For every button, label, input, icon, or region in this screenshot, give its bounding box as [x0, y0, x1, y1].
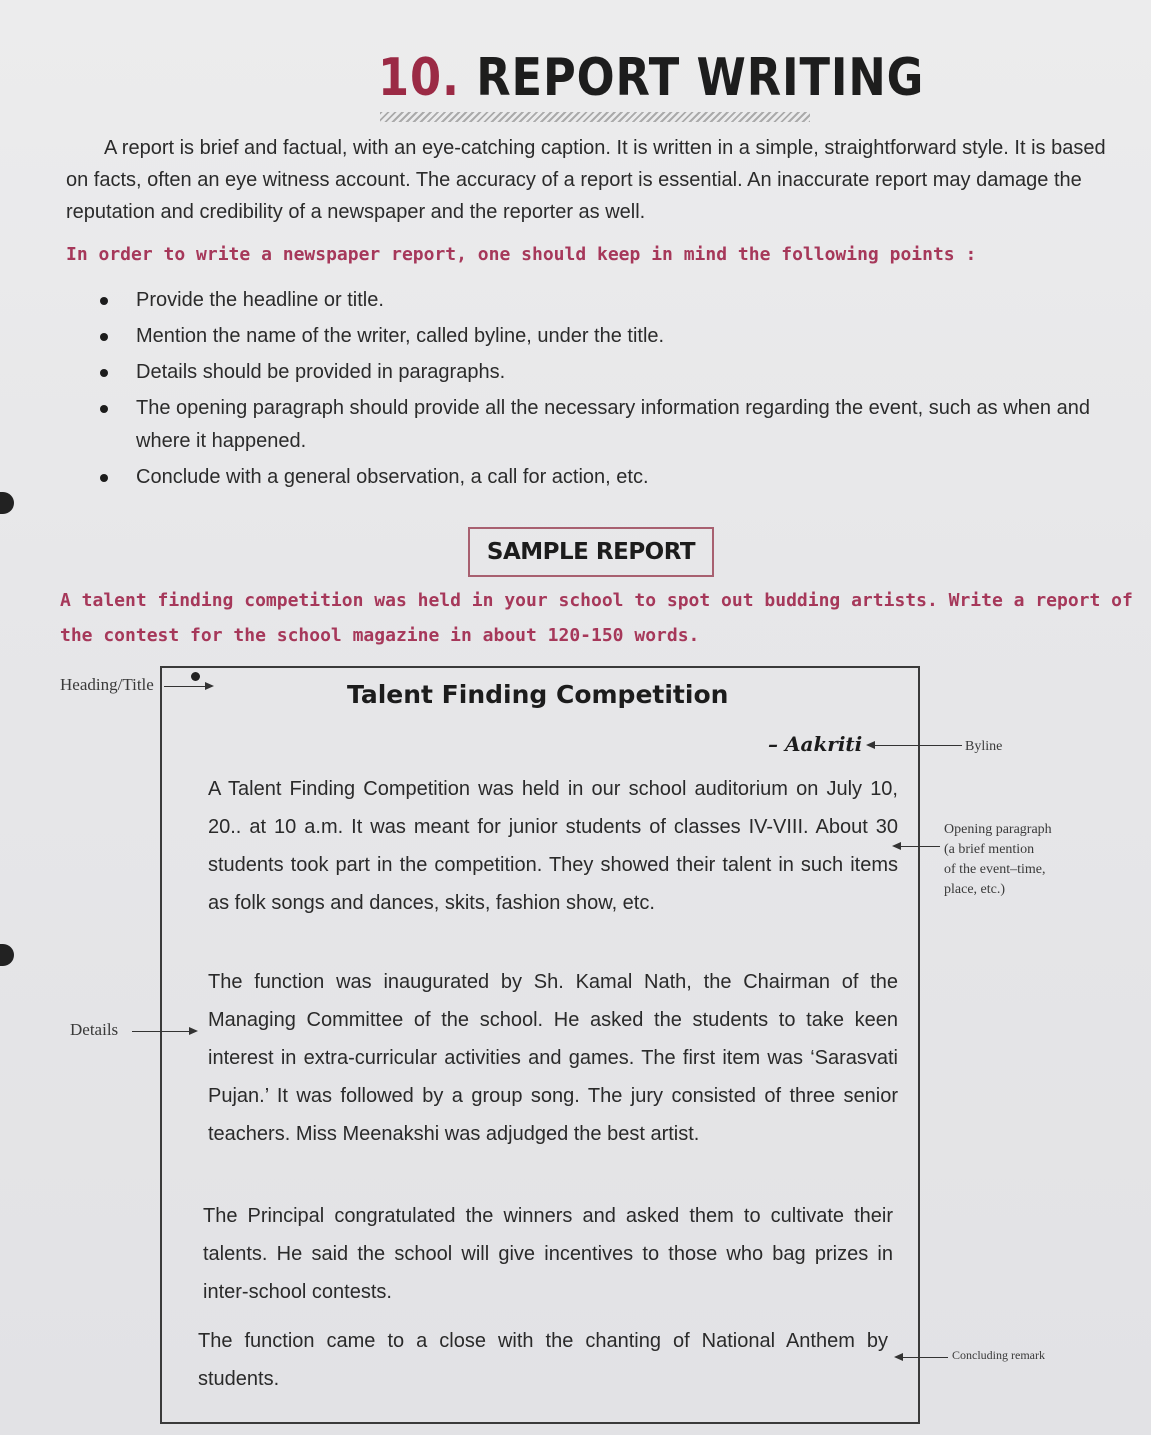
report-paragraph-details-2: The Principal congratulated the winners and asked them to cultivate their talents. He said the school will give incentives to those who bag prizes in inter-school contests. [203, 1205, 893, 1303]
pin-icon [191, 672, 200, 681]
list-item: Mention the name of the writer, called byline, under the title. [96, 320, 1136, 353]
report-paragraph-details: The function was inaugurated by Sh. Kamal Nath, the Chairman of the Managing Committee of the school. He asked the students to take keen interest in extra-curricular activities and games. The first item was ‘Sarasvati Pujan.’ It was followed by a group song. The jury consisted of three senior teachers. Miss Meenakshi was adjudged the best artist. [208, 971, 898, 1145]
bullet-icon [100, 369, 108, 377]
report-paragraph-opening: A Talent Finding Competition was held in our school auditorium on July 10, 20.. at 10 a.m. It was meant for junior students of classes IV-VIII. About 30 students took part in the competition. They showed their talent in such items as folk songs and dances, skits, fashion show, etc. [208, 778, 898, 914]
report-title: Talent Finding Competition [347, 680, 729, 709]
arrow-left-icon [896, 1357, 948, 1358]
annotation-opening: Opening paragraph (a brief mention of the event–time, place, etc.) [944, 822, 1052, 897]
title-underline [380, 112, 810, 122]
list-item: The opening paragraph should provide all the necessary information regarding the event, such as when and where it happened. [96, 392, 1136, 458]
chapter-number: 10. [378, 48, 460, 108]
points-intro: In order to write a newspaper report, one should keep in mind the following points : [66, 244, 977, 265]
annotation-concluding: Concluding remark [952, 1348, 1045, 1362]
chapter-title-text: REPORT WRITING [476, 48, 925, 108]
annotation-heading: Heading/Title [60, 675, 154, 694]
points-list [96, 284, 1136, 497]
report-paragraph-conclusion: The function came to a close with the chanting of National Anthem by students. [198, 1330, 888, 1390]
bullet-icon [100, 474, 108, 482]
annotation-byline: Byline [965, 739, 1003, 754]
report-byline: – Aakriti [768, 732, 863, 756]
bullet-icon [100, 333, 108, 341]
arrow-left-icon [868, 745, 962, 746]
list-item: Provide the headline or title. [96, 284, 1136, 317]
page-edge-mark [0, 944, 14, 966]
sample-report-label: SAMPLE REPORT [468, 527, 714, 577]
arrow-left-icon [894, 846, 940, 847]
annotation-details: Details [70, 1020, 119, 1039]
chapter-title [378, 48, 924, 108]
bullet-icon [100, 297, 108, 305]
list-item: Conclude with a general observation, a call for action, etc. [96, 461, 1136, 494]
list-item: Details should be provided in paragraphs. [96, 356, 1136, 389]
page-edge-mark [0, 492, 14, 514]
arrow-right-icon [132, 1031, 196, 1032]
intro-paragraph: A report is brief and factual, with an eye-catching caption. It is written in a simple, straightforward style. It is based on facts, often an eye witness account. The accuracy of a report is essential. An inaccurate report may damage the reputation and credibility of a newspaper and the reporter as well. [66, 137, 1106, 223]
bullet-icon [100, 405, 108, 413]
arrow-right-icon [164, 686, 212, 687]
question-text: A talent finding competition was held in your school to spot out budding artists. Write a report of the contest for the school magazine in about 120-150 words. [60, 590, 1133, 646]
